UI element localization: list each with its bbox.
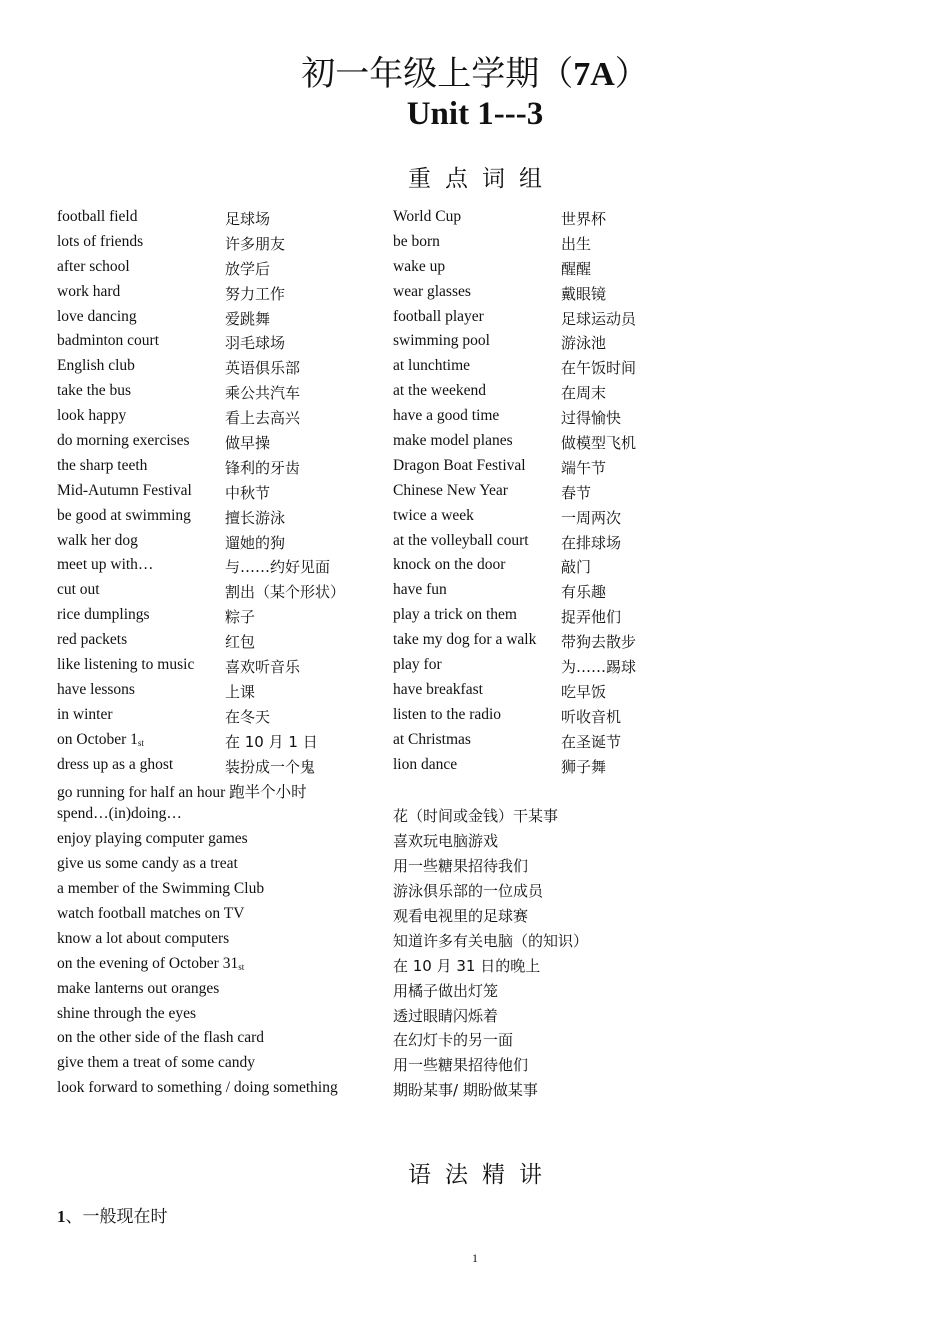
phrase-chinese: 足球场 [225, 210, 271, 228]
phrase-table [57, 208, 697, 1104]
phrase-chinese: 敲门 [561, 558, 592, 577]
phrase-row [57, 258, 697, 283]
phrase-row [57, 357, 697, 382]
phrase-english: play a trick on them [393, 606, 517, 624]
phrase-row [57, 581, 697, 606]
phrase-english: a member of the Swimming Club [57, 880, 265, 898]
phrase-row [57, 681, 697, 706]
phrase-chinese: 乘公共汽车 [225, 384, 301, 403]
phrase-english: give us some candy as a treat [57, 855, 238, 873]
phrase-english: look forward to something / doing something [57, 1079, 338, 1097]
phrase-english: swimming pool [393, 332, 490, 350]
phrase-row [57, 432, 697, 457]
phrase-english: have lessons [57, 680, 135, 698]
phrase-english: know a lot about computers [57, 929, 230, 947]
phrase-chinese: 过得愉快 [561, 409, 622, 428]
phrase-english: at Christmas [393, 730, 471, 748]
phrase-chinese: 醒醒 [561, 259, 592, 278]
phrase-chinese: 观看电视里的足球赛 [393, 906, 529, 925]
phrase-english: dress up as a ghost [57, 755, 174, 773]
phrase-english: shine through the eyes [57, 1004, 197, 1022]
phrase-english: twice a week [393, 506, 474, 524]
phrase-chinese: 透过眼睛闪烁着 [393, 1006, 499, 1025]
phrase-chinese: 在 10 月 1 日 [225, 732, 318, 751]
phrase-chinese: 用一些糖果招待他们 [393, 1056, 529, 1075]
phrase-row [57, 507, 697, 532]
phrase-chinese: 红包 [225, 633, 256, 652]
phrase-chinese: 在冬天 [225, 707, 271, 726]
phrase-chinese: 英语俱乐部 [225, 359, 301, 378]
phrase-chinese: 喜欢听音乐 [225, 658, 301, 677]
phrase-row [57, 283, 697, 308]
phrase-english: Dragon Boat Festival [393, 456, 526, 474]
phrase-row [57, 756, 697, 781]
title-closing: ） [614, 54, 649, 94]
phrase-english: take my dog for a walk [393, 631, 537, 649]
phrase-english: play for [393, 656, 442, 674]
phrase-chinese: 努力工作 [225, 284, 286, 303]
phrase-rows-two-column [57, 805, 697, 1104]
page-title [0, 46, 950, 95]
phrase-english: listen to the radio [393, 705, 502, 723]
phrase-chinese: 花（时间或金钱）干某事 [393, 807, 559, 826]
phrase-go-running: go running for half an hour 跑半个小时 [57, 784, 307, 802]
grammar-item-number: 1 [57, 1207, 66, 1226]
grammar-item-1 [57, 1202, 168, 1227]
phrase-chinese: 戴眼镜 [561, 284, 607, 303]
phrase-row [57, 656, 697, 681]
phrase-chinese: 擅长游泳 [225, 508, 286, 527]
phrase-row [57, 532, 697, 557]
phrase-row [57, 1054, 697, 1079]
phrase-english: after school [57, 257, 130, 275]
phrase-row [57, 706, 697, 731]
phrase-chinese: 端午节 [561, 458, 607, 477]
phrase-rows-four-column [57, 208, 697, 780]
phrase-english: cut out [57, 581, 100, 599]
phrase-english: work hard [57, 282, 121, 300]
phrase-english: World Cup [393, 208, 462, 225]
phrase-row [57, 980, 697, 1005]
phrase-english: Mid-Autumn Festival [57, 481, 192, 499]
phrase-row [57, 606, 697, 631]
phrase-english: Chinese New Year [393, 481, 508, 499]
phrase-english: be born [393, 232, 440, 250]
phrase-chinese: 做早操 [225, 434, 271, 453]
phrase-row [57, 830, 697, 855]
phrase-row [57, 805, 697, 830]
phrase-chinese: 放学后 [225, 259, 271, 278]
phrase-chinese: 割出（某个形状） [225, 583, 346, 602]
phrase-english: spend…(in)doing… [57, 805, 182, 823]
phrase-chinese: 听收音机 [561, 707, 622, 726]
phrase-english: wear glasses [393, 282, 471, 300]
phrase-row [57, 731, 697, 756]
phrase-english: at the volleyball court [393, 531, 529, 549]
phrase-row [57, 1079, 697, 1104]
phrase-row [57, 308, 697, 333]
phrase-chinese: 粽子 [225, 608, 256, 627]
phrase-chinese: 游泳俱乐部的一位成员 [393, 882, 544, 901]
phrase-chinese: 在幻灯卡的另一面 [393, 1031, 514, 1050]
phrase-row [57, 955, 697, 980]
phrase-chinese: 用橘子做出灯笼 [393, 981, 499, 1000]
phrase-chinese: 春节 [561, 483, 592, 502]
phrase-english: lots of friends [57, 232, 144, 250]
phrase-row [57, 332, 697, 357]
phrase-row [57, 855, 697, 880]
phrase-chinese: 看上去高兴 [225, 409, 301, 428]
phrase-english: have a good time [393, 407, 500, 425]
phrase-english: football field [57, 208, 138, 225]
phrase-row [57, 905, 697, 930]
phrase-row [57, 930, 697, 955]
phrase-english: rice dumplings [57, 606, 150, 624]
phrase-english: like listening to music [57, 656, 195, 674]
phrase-chinese: 狮子舞 [561, 757, 607, 776]
phrase-english: be good at swimming [57, 506, 191, 524]
phrase-row [57, 631, 697, 656]
phrase-english: football player [393, 307, 484, 325]
phrase-chinese: 上课 [225, 682, 256, 701]
phrase-chinese: 中秋节 [225, 483, 271, 502]
phrase-chinese: 足球运动员 [561, 309, 637, 328]
phrase-english: red packets [57, 631, 128, 649]
phrase-english: English club [57, 357, 135, 375]
page-number: 1 [472, 1251, 478, 1265]
phrase-chinese: 在排球场 [561, 533, 622, 552]
phrase-english: on October 1st [57, 730, 144, 748]
phrase-english: on the evening of October 31st [57, 954, 245, 972]
phrase-english: meet up with… [57, 556, 154, 574]
phrase-chinese: 一周两次 [561, 508, 622, 527]
phrase-chinese: 羽毛球场 [225, 334, 286, 353]
phrase-english: look happy [57, 407, 127, 425]
phrase-chinese: 有乐趣 [561, 583, 607, 602]
unit-subtitle: Unit 1---3 [406, 96, 544, 132]
phrase-row [57, 208, 697, 233]
phrase-chinese: 为……踢球 [561, 658, 637, 677]
phrase-english: love dancing [57, 307, 137, 325]
phrase-chinese: 用一些糖果招待我们 [393, 857, 529, 876]
phrase-row [57, 556, 697, 581]
phrase-english: enjoy playing computer games [57, 830, 248, 848]
ordinal-suffix: st [137, 737, 144, 748]
phrase-english: the sharp teeth [57, 456, 148, 474]
phrase-chinese: 装扮成一个鬼 [225, 757, 316, 776]
phrase-row [57, 407, 697, 432]
phrase-row [57, 382, 697, 407]
ordinal-suffix: st [238, 961, 245, 972]
phrase-english: have breakfast [393, 680, 483, 698]
phrase-chinese: 出生 [561, 234, 592, 253]
phrase-row [57, 482, 697, 507]
title-grade-code: 7A [573, 56, 615, 93]
phrase-english: make lanterns out oranges [57, 979, 220, 997]
title-chinese: 初一年级上学期（ [301, 54, 574, 94]
phrase-english: give them a treat of some candy [57, 1054, 255, 1072]
phrase-chinese: 带狗去散步 [561, 633, 637, 652]
phrase-english: on the other side of the flash card [57, 1029, 265, 1047]
phrase-english: wake up [393, 257, 446, 275]
phrase-chinese: 遛她的狗 [225, 533, 286, 552]
phrase-chinese: 期盼某事/ 期盼做某事 [393, 1081, 538, 1100]
phrase-row-single [57, 780, 697, 805]
phrase-english: do morning exercises [57, 432, 190, 450]
phrase-chinese: 与……约好见面 [225, 558, 331, 577]
phrase-english: in winter [57, 705, 113, 723]
phrase-chinese: 世界杯 [561, 210, 607, 228]
phrase-english: walk her dog [57, 531, 138, 549]
phrase-row [57, 1005, 697, 1030]
phrase-english: take the bus [57, 382, 132, 400]
phrase-chinese: 知道许多有关电脑（的知识） [393, 931, 589, 950]
phrase-chinese: 捉弄他们 [561, 608, 622, 627]
phrase-chinese: 在午饭时间 [561, 359, 637, 378]
phrase-chinese: 许多朋友 [225, 234, 286, 253]
phrase-english: knock on the door [393, 556, 506, 574]
section-heading-grammar: 语法精讲 [408, 1162, 556, 1188]
phrase-row [57, 233, 697, 258]
phrase-chinese: 在圣诞节 [561, 732, 622, 751]
grammar-item-title: 、一般现在时 [65, 1207, 168, 1227]
phrase-row [57, 457, 697, 482]
phrase-english: badminton court [57, 332, 160, 350]
phrase-english: at the weekend [393, 382, 486, 400]
phrase-english: at lunchtime [393, 357, 471, 375]
phrase-english: lion dance [393, 755, 458, 773]
phrase-chinese: 游泳池 [561, 334, 607, 353]
phrase-english: have fun [393, 581, 447, 599]
phrase-chinese: 做模型飞机 [561, 434, 637, 453]
section-heading-phrases: 重点词组 [408, 166, 556, 192]
phrase-chinese: 锋利的牙齿 [225, 458, 301, 477]
phrase-english: make model planes [393, 432, 513, 450]
phrase-chinese: 在周末 [561, 384, 607, 403]
phrase-chinese: 喜欢玩电脑游戏 [393, 832, 499, 851]
phrase-chinese: 吃早饭 [561, 682, 607, 701]
phrase-row [57, 880, 697, 905]
phrase-chinese: 爱跳舞 [225, 309, 271, 328]
phrase-chinese: 在 10 月 31 日的晚上 [393, 956, 541, 975]
phrase-row [57, 1029, 697, 1054]
phrase-english: watch football matches on TV [57, 904, 245, 922]
